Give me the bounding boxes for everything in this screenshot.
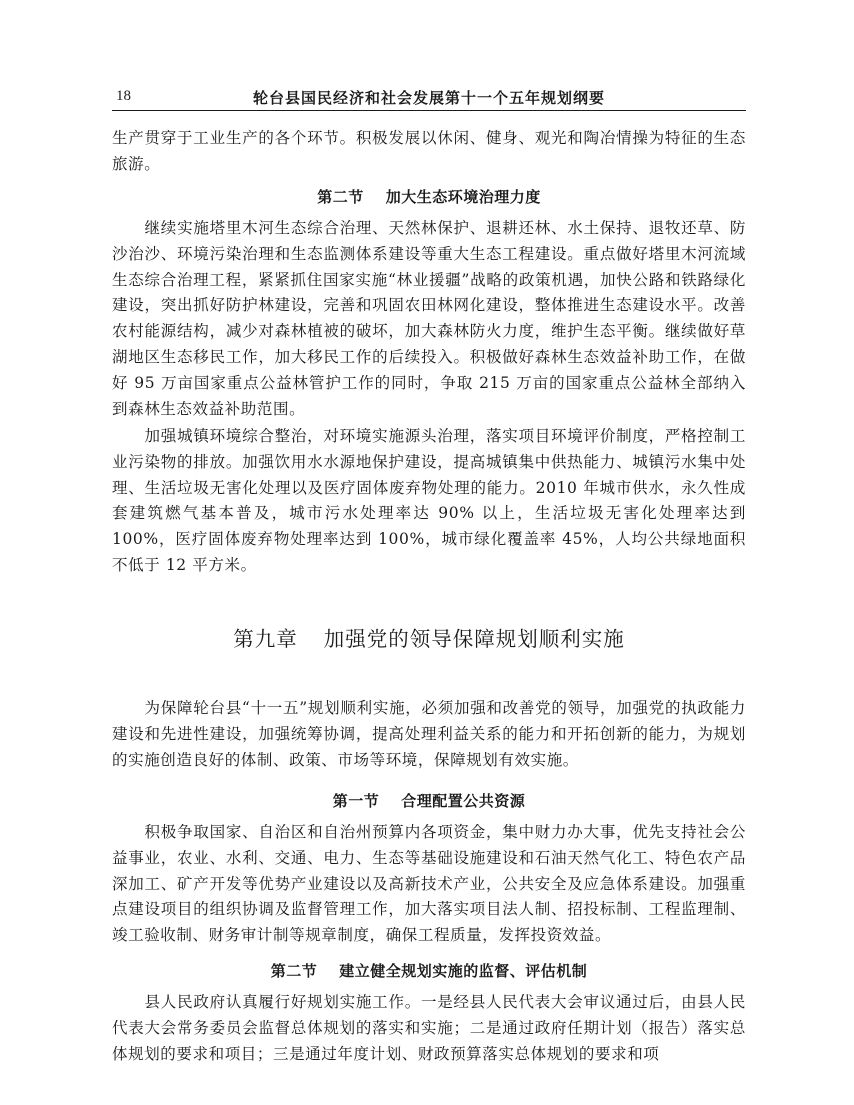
section-number: 第二节 <box>317 188 364 206</box>
section-title: 建立健全规划实施的监督、评估机制 <box>339 962 588 980</box>
section-heading <box>112 186 746 207</box>
paragraph-supervision: 县人民政府认真履行好规划实施工作。一是经县人民代表大会审议通过后，由县人民代表大会常务委员会监督总体规划的落实和实施；二是通过政府任期计划（报告）落实总体规划的要求和项目；三是通过年度计划、财政预算落实总体规划的要求和项 <box>112 993 746 1063</box>
paragraph-ecotourism: 生产贯穿于工业生产的各个环节。积极发展以休闲、健身、观光和陶冶情操为特征的生态旅游。 <box>112 129 746 173</box>
paragraph-chapter-intro: 为保障轮台县“十一五”规划顺利实施，必须加强和改善党的领导，加强党的执政能力建设和先进性建设，加强统筹协调，提高处理利益关系的能力和开拓创新的能力，为规划的实施创造良好的体制、政策、市场等环境，保障规划有效实施。 <box>112 699 746 769</box>
page-header <box>112 84 746 111</box>
section-heading <box>112 960 746 981</box>
section-number: 第二节 <box>270 962 318 980</box>
page-number: 18 <box>116 88 131 104</box>
section-number: 第一节 <box>332 792 380 810</box>
paragraph-urban-environment: 加强城镇环境综合整治，对环境实施源头治理，落实项目环境评价制度，严格控制工业污染物的排放。加强饮用水水源地保护建设，提高城镇集中供热能力、城镇污水集中处理、生活垃圾无害化处理以及医疗固体废弃物处理的能力。2010 年城市供水，永久性成套建筑燃气基本普及，城市污水处理率达 90% 以上，生活垃圾无害化处理率达到 100%，医疗固体废弃物处理率达到 100%，城市绿化覆盖率 45%，人均公共绿地面积不低于 12 平方米。 <box>112 427 746 574</box>
section-title: 合理配置公共资源 <box>401 792 526 810</box>
paragraph-ecology: 继续实施塔里木河生态综合治理、天然林保护、退耕还林、水土保持、退牧还草、防沙治沙、环境污染治理和生态监测体系建设等重大生态工程建设。重点做好塔里木河流域生态综合治理工程，紧紧抓住国家实施“林业援疆”战略的政策机遇，加快公路和铁路绿化建设，突出抓好防护林建设，完善和巩固农田林网化建设，整体推进生态建设水平。改善农村能源结构，减少对森林植被的破坏，加大森林防火力度，维护生态平衡。继续做好草湖地区生态移民工作，加大移民工作的后续投入。积极做好森林生态效益补助工作，在做好 95 万亩国家重点公益林管护工作的同时，争取 215 万亩的国家重点公益林全部纳入到森林生态效益补助范围。 <box>112 219 746 418</box>
paragraph-public-resources: 积极争取国家、自治区和自治州预算内各项资金，集中财力办大事，优先支持社会公益事业，农业、水利、交通、电力、生态等基础设施建设和石油天然气化工、特色农产品深加工、矿产开发等优势产业建设以及高新技术产业，公共安全及应急体系建设。加强重点建设项目的组织协调及监督管理工作，加大落实项目法人制、招投标制、工程监理制、竣工验收制、财务审计制等规章制度，确保工程质量，发挥投资效益。 <box>112 823 746 945</box>
section-heading <box>112 790 746 811</box>
section-title: 加大生态环境治理力度 <box>385 188 541 206</box>
chapter-title: 加强党的领导保障规划顺利实施 <box>323 627 625 651</box>
chapter-heading <box>112 622 746 652</box>
chapter-number: 第九章 <box>233 627 298 651</box>
running-title: 轮台县国民经济和社会发展第十一个五年规划纲要 <box>252 89 605 107</box>
